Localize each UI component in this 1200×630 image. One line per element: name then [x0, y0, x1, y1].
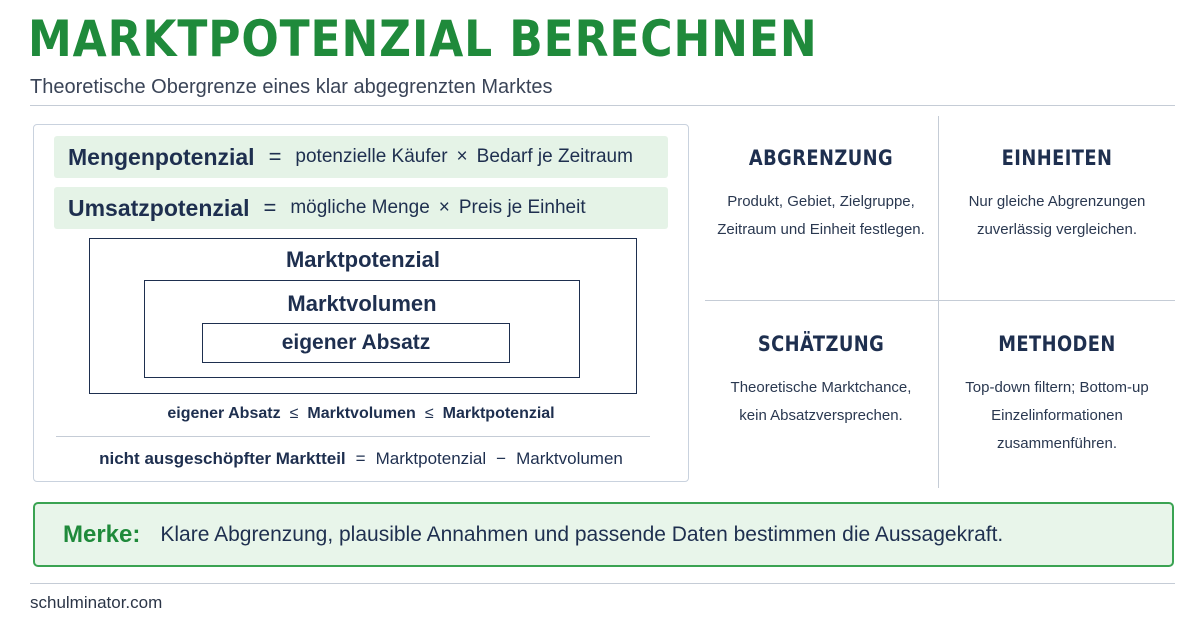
info-cell-methoden	[940, 332, 1174, 458]
cell-body	[940, 374, 1174, 458]
formula-factor: potenzielle Käufer	[295, 146, 448, 167]
cell-line: zuverlässig vergleichen.	[976, 221, 1138, 238]
cell-title: SCHÄTZUNG	[757, 332, 885, 356]
info-cell-schaetzung	[704, 332, 938, 430]
formula-term: Mengenpotenzial	[68, 143, 255, 170]
relation-term: eigener Absatz	[167, 405, 281, 422]
merke-callout	[33, 502, 1174, 567]
untapped-operand: Marktpotenzial	[375, 449, 487, 468]
cell-title: EINHEITEN	[1001, 146, 1113, 170]
page-subtitle: Theoretische Obergrenze eines klar abgegrenzten Marktes	[30, 76, 553, 98]
grid-divider-horizontal	[705, 300, 1175, 301]
formula-term: Umsatzpotenzial	[68, 194, 250, 221]
header-divider	[30, 105, 1175, 106]
label-marktpotenzial: Marktpotenzial	[285, 247, 441, 272]
relation-term: Marktvolumen	[307, 405, 416, 422]
cell-body	[704, 374, 938, 430]
untapped-operand: Marktvolumen	[516, 449, 623, 468]
cell-line: Top-down filtern; Bottom-up	[965, 379, 1149, 396]
equals-sign: =	[355, 449, 366, 468]
formula-umsatzpotenzial	[54, 187, 668, 229]
untapped-formula	[34, 449, 688, 469]
less-equal-sign: ≤	[424, 405, 434, 422]
cell-title: ABGRENZUNG	[748, 146, 894, 170]
box-marktpotenzial	[89, 238, 637, 394]
equals-sign: =	[263, 195, 277, 220]
times-sign: ×	[456, 146, 468, 167]
box-marktvolumen	[144, 280, 580, 378]
footer-site: schulminator.com	[30, 593, 163, 612]
label-eigener-absatz: eigener Absatz	[281, 331, 431, 354]
cell-line: Theoretische Marktchance,	[730, 379, 912, 396]
relation-term: Marktpotenzial	[442, 405, 555, 422]
merke-text: Klare Abgrenzung, plausible Annahmen und passende Daten bestimmen die Aussagekraft.	[160, 522, 1004, 546]
times-sign: ×	[438, 197, 450, 218]
cell-line: Einzelinformationen	[991, 407, 1123, 424]
less-equal-sign: ≤	[289, 405, 299, 422]
relation-line	[34, 405, 688, 423]
formula-panel	[33, 124, 689, 482]
minus-sign: −	[496, 449, 507, 468]
cell-line: Zeitraum und Einheit festlegen.	[717, 221, 925, 238]
formula-factor: Bedarf je Zeitraum	[476, 146, 633, 167]
box-eigener-absatz	[202, 323, 510, 363]
untapped-term: nicht ausgeschöpfter Marktteil	[99, 449, 346, 468]
info-cell-einheiten	[940, 146, 1174, 244]
page-title: MARKTPOTENZIAL BERECHNEN	[28, 10, 818, 68]
panel-divider	[56, 436, 650, 437]
cell-line: Nur gleiche Abgrenzungen	[968, 193, 1146, 210]
cell-title: METHODEN	[998, 332, 1116, 356]
grid-divider-vertical	[938, 116, 939, 488]
equals-sign: =	[268, 144, 282, 169]
cell-body	[940, 188, 1174, 244]
cell-line: kein Absatzversprechen.	[739, 407, 903, 424]
cell-line: Produkt, Gebiet, Zielgruppe,	[727, 193, 915, 210]
formula-factor: Preis je Einheit	[458, 197, 586, 218]
formula-mengenpotenzial	[54, 136, 668, 178]
merke-label: Merke:	[63, 520, 141, 548]
footer-divider	[30, 583, 1175, 584]
label-marktvolumen: Marktvolumen	[287, 291, 437, 316]
info-cell-abgrenzung	[704, 146, 938, 244]
formula-factor: mögliche Menge	[290, 197, 430, 218]
cell-body	[704, 188, 938, 244]
cell-line: zusammenführen.	[996, 435, 1118, 452]
